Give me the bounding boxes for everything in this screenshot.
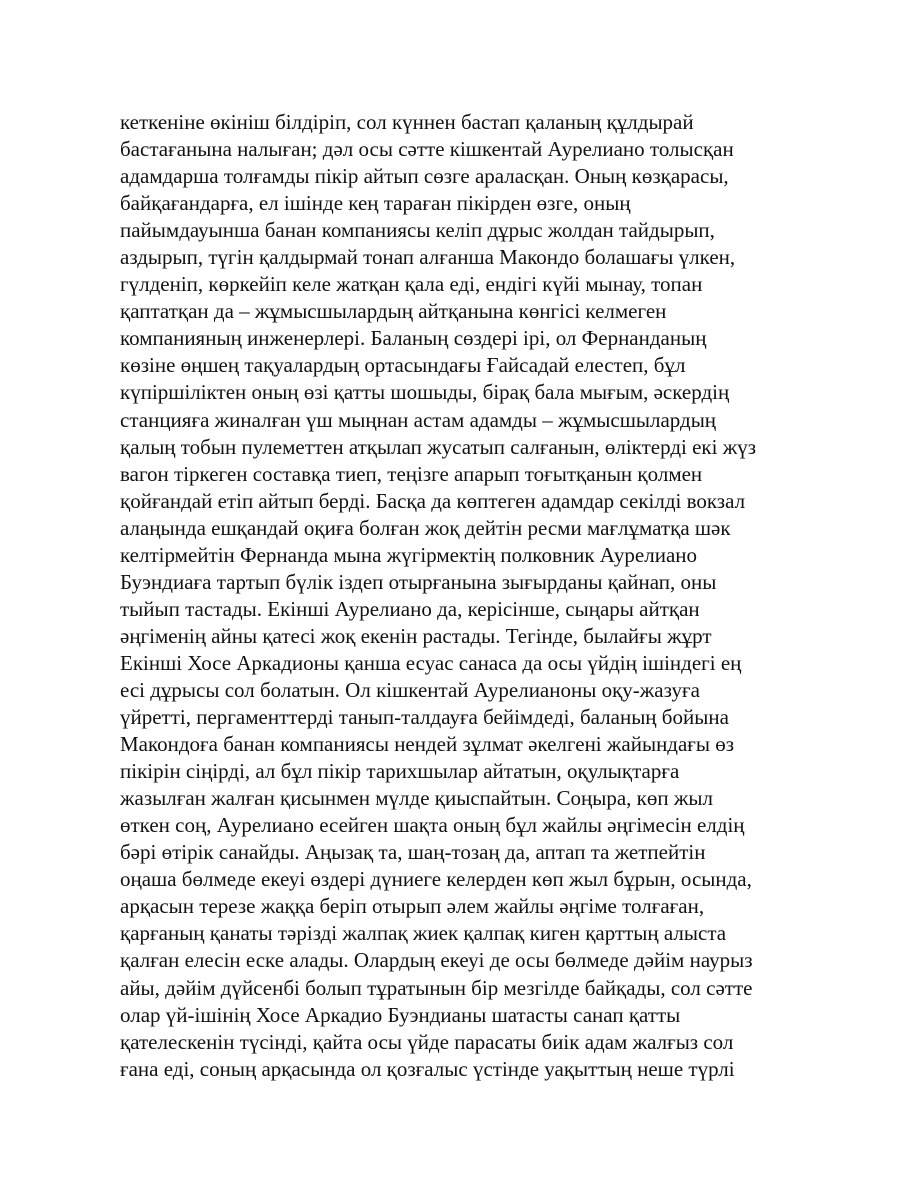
text-line-25: пікірін сіңірді, ал бұл пікір тарихшылар айтатын, оқулықтарға <box>120 759 680 784</box>
text-line-35: қателескенін түсінді, қайта осы үйде парасаты биік адам жалғыз сол <box>120 1029 734 1054</box>
text-line-18: Буэндиаға тартып бүлік іздеп отырғанына зығырданы қайнап, оны <box>120 569 717 594</box>
text-line-26: жазылған жалған қисынмен мүлде қиыспайтын. Соңыра, көп жыл <box>120 786 713 811</box>
text-line-29: оңаша бөлмеде екеуі өздері дүниеге келерден көп жыл бұрын, осында, <box>120 867 752 892</box>
text-line-28: бәрі өтірік санайды. Аңызақ та, шаң-тозаң да, аптап та жетпейтін <box>120 840 706 865</box>
text-line-5: пайымдауынша банан компаниясы келіп дұрыс жолдан тайдырып, <box>120 218 715 243</box>
text-line-17: келтірмейтін Фернанда мына жүгірмектің полковник Аурелиано <box>120 542 698 567</box>
text-line-31: қарғаның қанаты тәрізді жалпақ жиек қалпақ киген қарттың алыста <box>120 921 727 946</box>
text-line-30: арқасын терезе жаққа беріп отырып әлем жайлы әңгіме толғаған, <box>120 894 705 919</box>
text-line-1: кеткеніне өкініш білдіріп, сол күннен бастап қаланың құлдырай <box>120 110 694 134</box>
text-line-14: вагон тіркеген составқа тиеп, теңізге апарып тоғытқанын қолмен <box>120 461 703 486</box>
text-line-21: Екінші Хосе Аркадионы қанша есуас санаса да осы үйдің ішіндегі ең <box>120 650 742 675</box>
body-text <box>120 109 820 1083</box>
text-line-3: адамдарша толғамды пікір айтып сөзге араласқан. Оның көзқарасы, <box>120 164 729 189</box>
text-line-32: қалған елесін еске алады. Олардың екеуі де осы бөлмеде дәйім наурыз <box>120 948 753 973</box>
text-line-4: байқағандарға, ел ішінде кең тараған пікірден өзге, оның <box>120 191 631 216</box>
text-line-23: үйретті, пергаменттерді танып-талдауға бейімдеді, баланың бойына <box>120 705 729 730</box>
text-line-19: тыйып тастады. Екінші Аурелиано да, керісінше, сыңары айтқан <box>120 596 700 621</box>
text-line-34: олар үй-ішінің Хосе Аркадио Буэндианы шатасты санап қатты <box>120 1002 681 1027</box>
text-line-9: компанияның инженерлері. Баланың сөздері ірі, ол Фернанданың <box>120 326 707 351</box>
text-line-22: есі дұрысы сол болатын. Ол кішкентай Аурелианоны оқу-жазуға <box>120 677 700 702</box>
text-line-20: әңгіменің айны қатесі жоқ екенін растады. Тегінде, былайғы жұрт <box>120 623 712 648</box>
text-line-24: Макондоға банан компаниясы нендей зұлмат әкелгені жайындағы өз <box>120 732 735 757</box>
text-line-6: аздырып, түгін қалдырмай тонап алғанша Макондо болашағы үлкен, <box>120 245 736 270</box>
text-line-10: көзіне өңшең тақуалардың ортасындағы Ғайсадай елестеп, бұл <box>120 353 686 378</box>
text-line-8: қаптатқан да – жұмысшылардың айтқанына көнгісі келмеген <box>120 299 667 324</box>
text-line-27: өткен соң, Аурелиано есейген шақта оның бұл жайлы әңгімесін елдің <box>120 813 745 838</box>
text-line-7: гүлденіп, көркейіп келе жатқан қала еді, ендігі күйі мынау, топан <box>120 272 703 297</box>
text-line-16: алаңында ешқандай оқиға болған жоқ дейтін ресми мағлұматқа шәк <box>120 515 731 540</box>
text-line-36: ғана еді, соның арқасында ол қозғалыс үстінде уақыттың неше түрлі <box>120 1056 735 1081</box>
text-line-13: қалың тобын пулеметтен атқылап жусатып салғанын, өліктерді екі жүз <box>120 434 756 459</box>
text-line-12: станцияға жиналған үш мыңнан астам адамды – жұмысшылардың <box>120 407 717 432</box>
text-line-15: қойғандай етіп айтып берді. Басқа да көптеген адамдар секілді вокзал <box>120 488 746 513</box>
text-line-33: айы, дәйім дүйсенбі болып тұратынын бір мезгілде байқады, сол сәтте <box>120 975 753 1000</box>
text-line-2: бастағанына налыған; дәл осы сәтте кішкентай Аурелиано толысқан <box>120 137 734 162</box>
text-line-11: күпіршіліктен оның өзі қатты шошыды, бірақ бала мығым, әскердің <box>120 380 730 405</box>
